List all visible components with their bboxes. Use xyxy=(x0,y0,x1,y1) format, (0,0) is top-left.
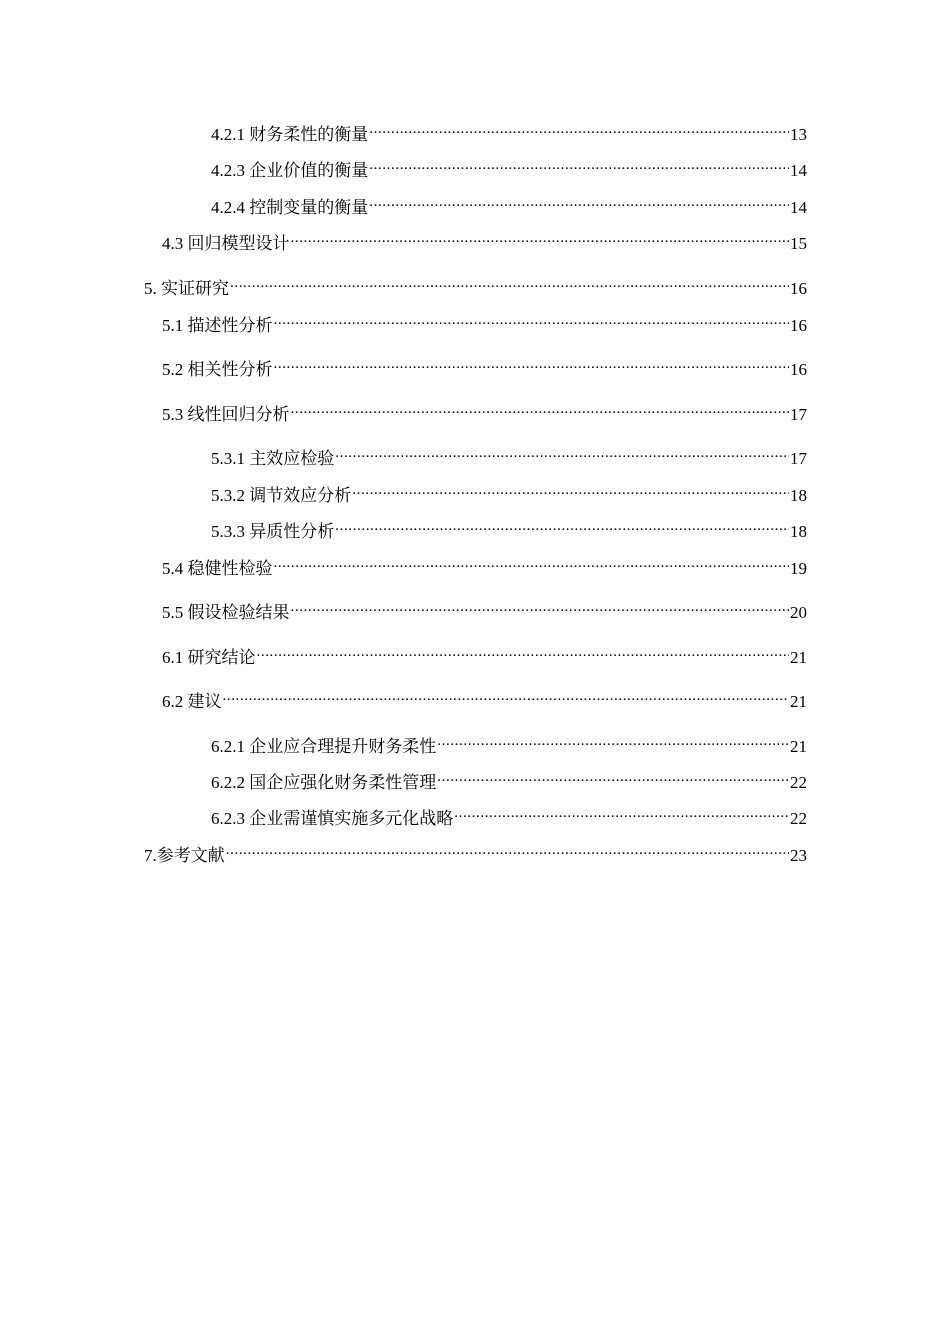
toc-entry-6-2[interactable] xyxy=(162,685,807,711)
toc-dot-leader xyxy=(369,154,789,176)
toc-dot-leader xyxy=(257,641,790,663)
toc-entry-5-2[interactable] xyxy=(162,353,807,379)
toc-entry-5-3-2[interactable] xyxy=(211,479,807,505)
toc-entry-label: 6.2.2 国企应强化财务柔性管理 xyxy=(211,773,437,792)
toc-dot-leader xyxy=(226,839,789,861)
toc-entry-4-2-1[interactable] xyxy=(211,118,807,144)
toc-dot-leader xyxy=(335,442,789,464)
toc-page-number: 22 xyxy=(790,809,807,828)
toc-entry-label: 4.2.1 财务柔性的衡量 xyxy=(211,125,369,144)
toc-page-number: 16 xyxy=(790,360,807,379)
toc-page-number: 18 xyxy=(790,522,807,541)
toc-entry-5-1[interactable] xyxy=(162,309,807,335)
toc-entry-label: 5.3.1 主效应检验 xyxy=(211,449,335,468)
toc-dot-leader xyxy=(291,596,790,618)
toc-page-number: 21 xyxy=(790,692,807,711)
toc-entry-label: 7.参考文献 xyxy=(144,846,225,865)
toc-dot-leader xyxy=(291,398,790,420)
toc-entry-label: 5.5 假设检验结果 xyxy=(162,603,290,622)
toc-page-number: 22 xyxy=(790,773,807,792)
toc-dot-leader xyxy=(223,685,790,707)
toc-entry-label: 4.2.4 控制变量的衡量 xyxy=(211,198,369,217)
toc-page-number: 14 xyxy=(790,198,807,217)
toc-entry-6-2-3[interactable] xyxy=(211,802,807,828)
toc-entry-label: 6.2 建议 xyxy=(162,692,222,711)
toc-page-number: 19 xyxy=(790,559,807,578)
toc-entry-5-3[interactable] xyxy=(162,398,807,424)
toc-entry-label: 4.2.3 企业价值的衡量 xyxy=(211,161,369,180)
toc-page-number: 15 xyxy=(790,234,807,253)
toc-entry-label: 5. 实证研究 xyxy=(144,279,229,298)
toc-entry-4-2-4[interactable] xyxy=(211,191,807,217)
toc-page-number: 17 xyxy=(790,449,807,468)
toc-entry-label: 5.1 描述性分析 xyxy=(162,316,273,335)
toc-page-number: 18 xyxy=(790,486,807,505)
toc-entry-label: 5.4 稳健性检验 xyxy=(162,559,273,578)
toc-dot-leader xyxy=(369,118,789,140)
toc-entry-5-4[interactable] xyxy=(162,552,807,578)
toc-entry-6-1[interactable] xyxy=(162,641,807,667)
toc-entry-label: 5.3.3 异质性分析 xyxy=(211,522,335,541)
toc-entry-label: 6.1 研究结论 xyxy=(162,648,256,667)
toc-entry-6-2-2[interactable] xyxy=(211,766,807,792)
toc-entry-5-5[interactable] xyxy=(162,596,807,622)
toc-page-number: 20 xyxy=(790,603,807,622)
toc-entry-5[interactable] xyxy=(144,272,807,298)
toc-page-number: 23 xyxy=(790,846,807,865)
toc-entry-label: 5.2 相关性分析 xyxy=(162,360,273,379)
toc-page-number: 14 xyxy=(790,161,807,180)
toc-entry-6-2-1[interactable] xyxy=(211,730,807,756)
toc-entry-label: 6.2.1 企业应合理提升财务柔性 xyxy=(211,737,437,756)
toc-dot-leader xyxy=(352,479,789,501)
toc-dot-leader xyxy=(274,309,790,331)
toc-entry-5-3-3[interactable] xyxy=(211,515,807,541)
toc-page-number: 13 xyxy=(790,125,807,144)
toc-page-number: 16 xyxy=(790,316,807,335)
toc-page-number: 21 xyxy=(790,737,807,756)
toc-entry-label: 6.2.3 企业需谨慎实施多元化战略 xyxy=(211,809,454,828)
toc-dot-leader xyxy=(335,515,789,537)
toc-page-number: 17 xyxy=(790,405,807,424)
toc-entry-label: 4.3 回归模型设计 xyxy=(162,234,290,253)
toc-page-number: 16 xyxy=(790,279,807,298)
toc-entry-label: 5.3 线性回归分析 xyxy=(162,405,290,424)
toc-dot-leader xyxy=(291,227,790,249)
toc-page-number: 21 xyxy=(790,648,807,667)
toc-entry-label: 5.3.2 调节效应分析 xyxy=(211,486,352,505)
toc-dot-leader xyxy=(369,191,789,213)
toc-dot-leader xyxy=(274,353,790,375)
toc-entry-7[interactable] xyxy=(144,839,807,865)
toc-dot-leader xyxy=(437,766,789,788)
toc-dot-leader xyxy=(437,730,789,752)
toc-entry-4-3[interactable] xyxy=(162,227,807,253)
toc-dot-leader xyxy=(454,802,789,824)
toc-entry-4-2-3[interactable] xyxy=(211,154,807,180)
toc-dot-leader xyxy=(274,552,790,574)
toc-dot-leader xyxy=(230,272,789,294)
toc-entry-5-3-1[interactable] xyxy=(211,442,807,468)
